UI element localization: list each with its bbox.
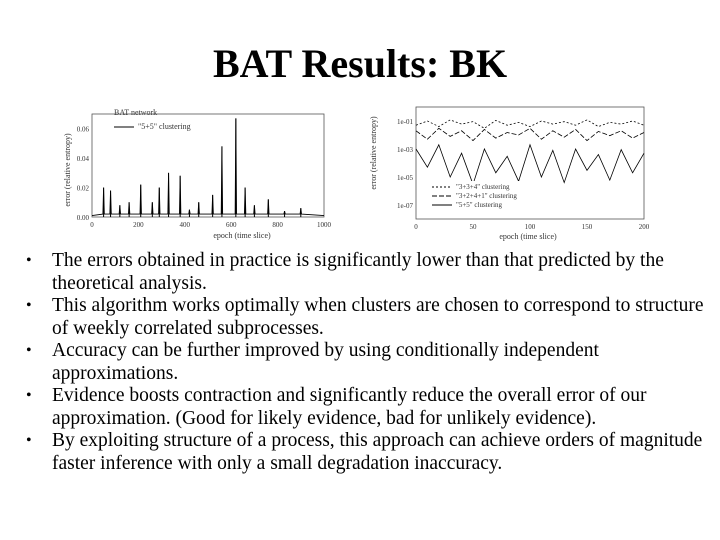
right-legend-entry-3: "5+5" clustering — [456, 201, 503, 209]
right-xtick-label: 150 — [581, 223, 593, 231]
left-ytick-label: 0.00 — [76, 214, 89, 222]
left-plot-area — [77, 114, 332, 229]
right-legend-entry-2: "3+2+4+1" clustering — [456, 192, 517, 200]
left-series-line — [92, 118, 324, 215]
left-xtick-label: 400 — [179, 221, 191, 229]
right-series-line-3 — [416, 145, 644, 185]
bullet-text: By exploiting structure of a process, this approach can achieve orders of magnitude faster inference with only a small degradation inaccuracy. — [52, 430, 703, 474]
slide-title: BAT Results: BK — [212, 41, 508, 86]
right-xtick-label: 200 — [638, 223, 650, 231]
right-legend-entry-1: "3+3+4" clustering — [456, 183, 510, 191]
left-ytick-label: 0.04 — [76, 155, 89, 164]
right-ytick-label: 1e-03 — [397, 146, 413, 154]
left-chart-svg — [62, 100, 362, 242]
bullet-text: Evidence boosts contraction and significantly reduce the overall error of our approximation. (Good for likely evidence, bad for unlikely evidence). — [52, 385, 647, 429]
right-xlabel: epoch (time slice) — [499, 232, 557, 241]
bullet-text: The errors obtained in practice is significantly lower than that predicted by the theoretical analysis. — [52, 250, 664, 294]
right-series-line-2 — [416, 128, 644, 140]
left-xtick-label: 1000 — [317, 221, 331, 229]
right-error-chart — [368, 95, 650, 243]
bullet-item — [22, 340, 712, 385]
right-chart-svg — [368, 95, 650, 243]
bullet-list — [22, 250, 712, 475]
right-xtick-label: 100 — [524, 223, 536, 231]
bullet-marker: • — [26, 387, 32, 404]
bullet-item — [22, 385, 712, 430]
left-legend-title: BAT network — [114, 108, 158, 117]
bullet-marker: • — [26, 342, 32, 359]
left-ytick-label: 0.06 — [76, 125, 89, 134]
left-ylabel: error (relative entropy) — [63, 133, 72, 207]
bullet-text: Accuracy can be further improved by using conditionally independent approximations. — [52, 340, 599, 384]
left-axes-frame — [92, 114, 324, 217]
bullet-item — [22, 295, 712, 340]
left-error-chart — [62, 100, 362, 242]
left-xtick-label: 200 — [133, 221, 144, 229]
bullet-marker: • — [26, 432, 32, 449]
left-xtick-label: 0 — [90, 221, 94, 229]
left-ytick-label: 0.02 — [76, 184, 89, 193]
right-ytick-label: 1e-07 — [397, 202, 413, 210]
right-legend — [428, 181, 558, 213]
right-xtick-label: 0 — [414, 223, 418, 231]
bullet-item — [22, 250, 712, 295]
right-ytick-label: 1e-01 — [397, 118, 413, 126]
bullet-item — [22, 430, 712, 475]
left-xtick-label: 800 — [272, 221, 283, 229]
bullet-marker: • — [26, 252, 32, 269]
left-xlabel: epoch (time slice) — [213, 231, 271, 240]
bullet-marker: • — [26, 297, 32, 314]
right-xtick-label: 50 — [469, 223, 477, 231]
right-ytick-label: 1e-05 — [397, 174, 413, 182]
right-series-line-1 — [416, 120, 644, 128]
right-ylabel: error (relative entropy) — [369, 116, 378, 190]
left-xtick-label: 600 — [225, 221, 237, 229]
bullet-text: This algorithm works optimally when clusters are chosen to correspond to structure of weekly correlated subprocesses. — [52, 295, 704, 339]
left-legend-entry: "5+5" clustering — [138, 122, 191, 131]
